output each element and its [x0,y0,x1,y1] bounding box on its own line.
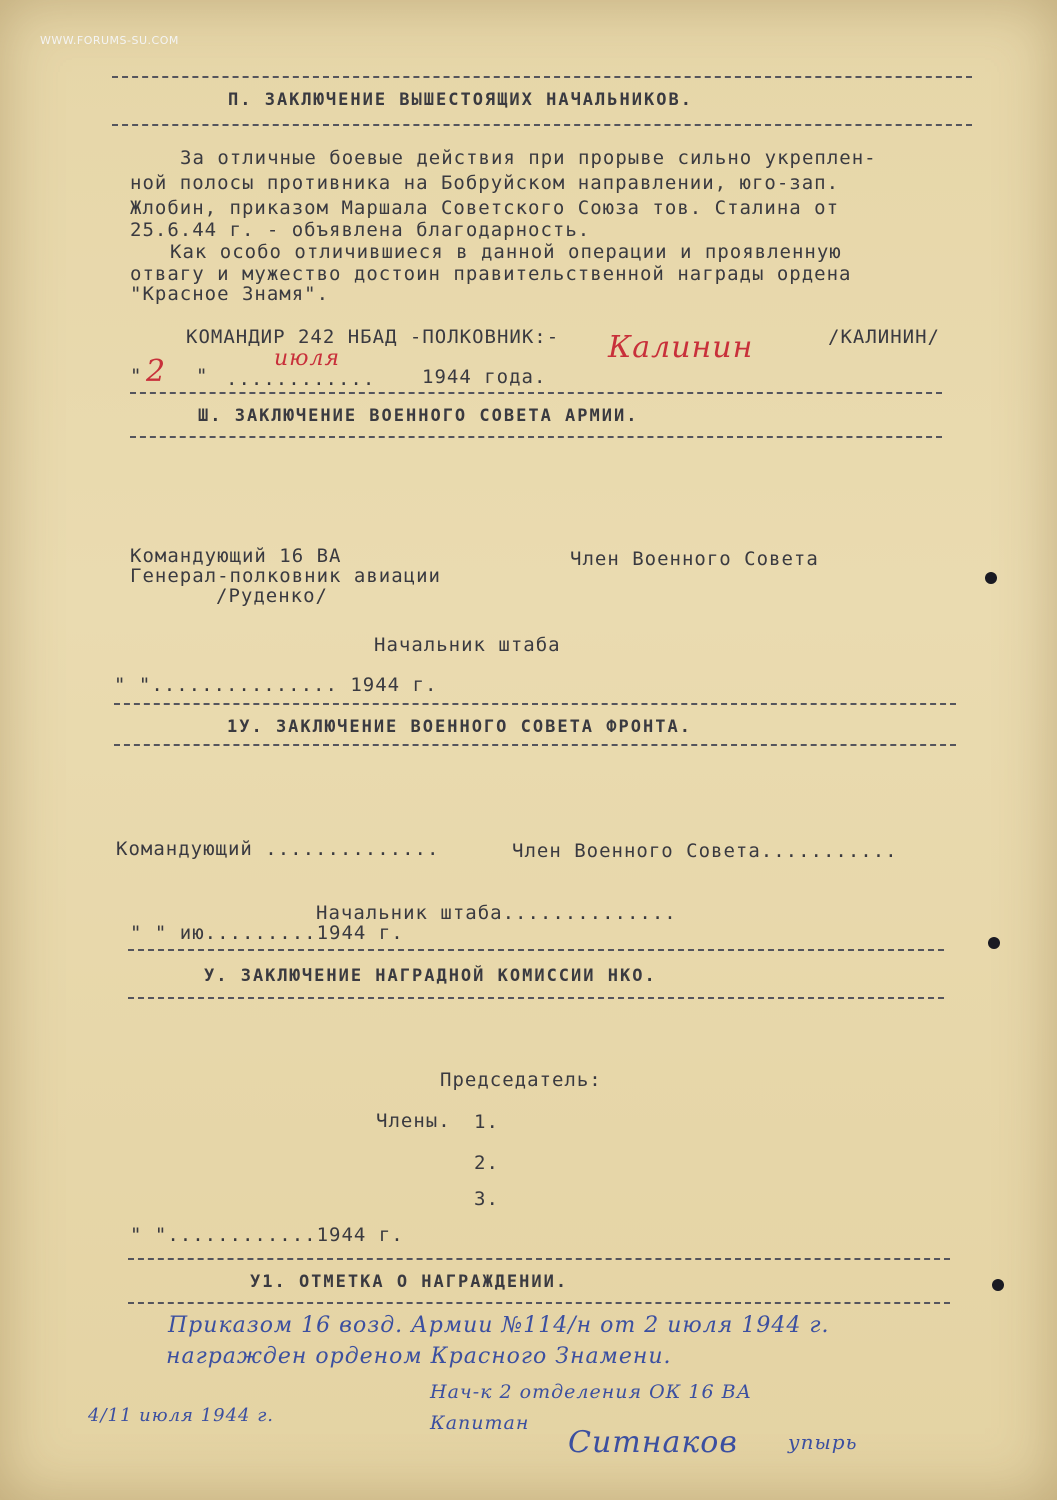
watermark: WWW.FORUMS-SU.COM [40,34,179,47]
army-date: " "............... 1944 г. [114,674,438,696]
divider [114,744,956,746]
commander-title: КОМАНДИР 242 НБАД -ПОЛКОВНИК:- [186,326,560,348]
date-dots: ............ [226,368,376,390]
award-note-line1: Приказом 16 возд. Армии №114/н от 2 июля 1944 г. [168,1313,830,1338]
date-year: 1944 года. [422,366,547,388]
award-note-signature: Ситнаков [568,1425,738,1460]
divider [114,703,956,705]
section3-heading: Ш. ЗАКЛЮЧЕНИЕ ВОЕННОГО СОВЕТА АРМИИ. [198,406,639,426]
divider [112,76,972,78]
divider [130,392,942,394]
front-council-member: Член Военного Совета........... [512,840,898,862]
award-note-signature-tail: упырь [788,1430,858,1454]
section2-heading: П. ЗАКЛЮЧЕНИЕ ВЫШЕСТОЯЩИХ НАЧАЛЬНИКОВ. [228,90,693,110]
front-chief-of-staff: Начальник штаба.............. [316,902,677,924]
front-date: " " ию.........1944 г. [130,922,404,944]
section2-body-line: За отличные боевые действия при прорыве сильно укреплен- [180,147,877,169]
divider [128,949,944,951]
section6-heading: У1. ОТМЕТКА О НАГРАЖДЕНИИ. [250,1272,569,1292]
punch-hole [988,937,1000,949]
section2-body-line: Как особо отличившиеся в данной операции и проявленную [170,241,842,263]
punch-hole [992,1279,1004,1291]
date-day: 2 [146,354,167,389]
section2-body-line: 25.6.44 г. - объявлена благодарность. [130,219,591,241]
section2-body-line: Жлобин, приказом Маршала Советского Союза тов. Сталина от [130,197,840,219]
army-council-member: Член Военного Совета [570,548,819,570]
section5-heading: У. ЗАКЛЮЧЕНИЕ НАГРАДНОЙ КОМИССИИ НКО. [204,966,657,986]
section2-body-line: "Красное Знамя". [130,283,330,305]
section4-heading: 1У. ЗАКЛЮЧЕНИЕ ВОЕННОГО СОВЕТА ФРОНТА. [227,717,692,737]
divider [112,124,972,126]
award-note-line3: Нач-к 2 отделения ОК 16 ВА [430,1381,752,1403]
commander-name: /КАЛИНИН/ [828,326,940,348]
date-month: июля [274,346,341,371]
front-commander: Командующий .............. [116,838,440,860]
date-quote-open: " [130,365,143,387]
army-commander-rank: Генерал-полковник авиации [130,565,441,587]
commission-chair: Председатель: [440,1069,602,1091]
commission-member-3: 3. [474,1188,499,1210]
commission-members-label: Члены. [376,1110,451,1132]
commission-member-1: 1. [474,1111,499,1133]
divider [128,997,944,999]
army-commander-name: /Руденко/ [216,585,328,607]
award-note-date: 4/11 июля 1944 г. [88,1405,275,1426]
punch-hole [985,572,997,584]
divider [128,1258,950,1260]
date-quote-close: " [196,365,209,387]
divider [128,1302,950,1304]
section2-body-line: ной полосы противника на Бобруйском направлении, юго-зап. [130,172,840,194]
army-commander: Командующий 16 ВА [130,545,342,567]
commission-member-2: 2. [474,1152,499,1174]
army-chief-of-staff: Начальник штаба [374,634,561,656]
award-note-line2: награжден орденом Красного Знамени. [166,1344,672,1369]
commander-signature: Калинин [608,330,754,365]
award-note-rank: Капитан [430,1412,530,1434]
divider [130,436,942,438]
commission-date: " "............1944 г. [130,1224,404,1246]
section2-body-line: отвагу и мужество достоин правительственной награды ордена [130,263,852,285]
